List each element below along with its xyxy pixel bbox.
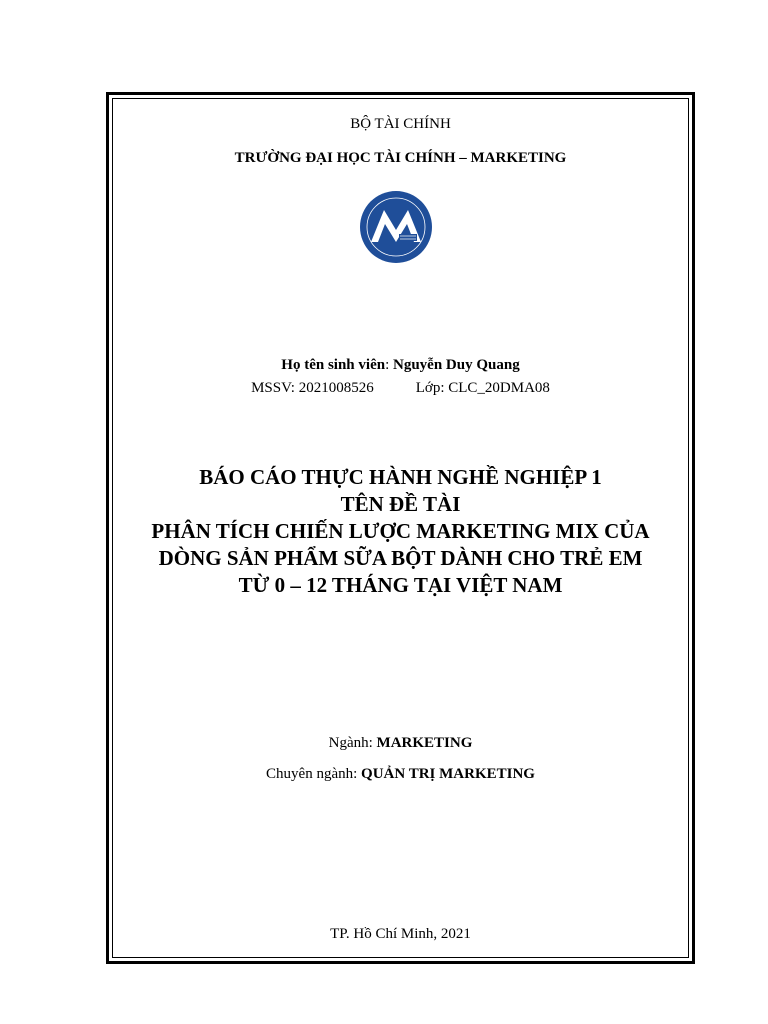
ministry-name: BỘ TÀI CHÍNH <box>350 116 451 132</box>
major-line <box>112 735 689 752</box>
topic-line-3: TỪ 0 – 12 THÁNG TẠI VIỆT NAM <box>238 573 563 597</box>
class-value: CLC_20DMA08 <box>448 380 550 396</box>
student-id-line <box>112 380 689 397</box>
topic-line-2: DÒNG SẢN PHẨM SỮA BỘT DÀNH CHO TRẺ EM <box>158 546 643 570</box>
class-label: Lớp: <box>415 380 445 396</box>
student-id-label: MSSV: <box>251 380 295 396</box>
specialization-line <box>112 766 689 783</box>
topic-line-1: PHÂN TÍCH CHIẾN LƯỢC MARKETING MIX CỦA <box>151 519 650 543</box>
major-value: MARKETING <box>376 735 473 751</box>
specialization-value: QUẢN TRỊ MARKETING <box>361 766 535 782</box>
topic-heading: TÊN ĐỀ TÀI <box>340 492 461 516</box>
university-logo-icon <box>359 190 433 264</box>
student-name-line: Họ tên sinh viên: Nguyễn Duy Quang <box>281 357 520 373</box>
specialization-label: Chuyên ngành: <box>266 766 358 782</box>
major-label: Ngành: <box>328 735 373 751</box>
student-name-value: Nguyễn Duy Quang <box>393 357 520 373</box>
student-name-label: Họ tên sinh viên <box>281 357 386 373</box>
report-title: BÁO CÁO THỰC HÀNH NGHỀ NGHIỆP 1 <box>199 465 602 489</box>
school-name: TRƯỜNG ĐẠI HỌC TÀI CHÍNH – MARKETING <box>234 150 567 166</box>
place-date: TP. Hồ Chí Minh, 2021 <box>330 926 471 942</box>
student-id-value: 2021008526 <box>298 380 374 396</box>
